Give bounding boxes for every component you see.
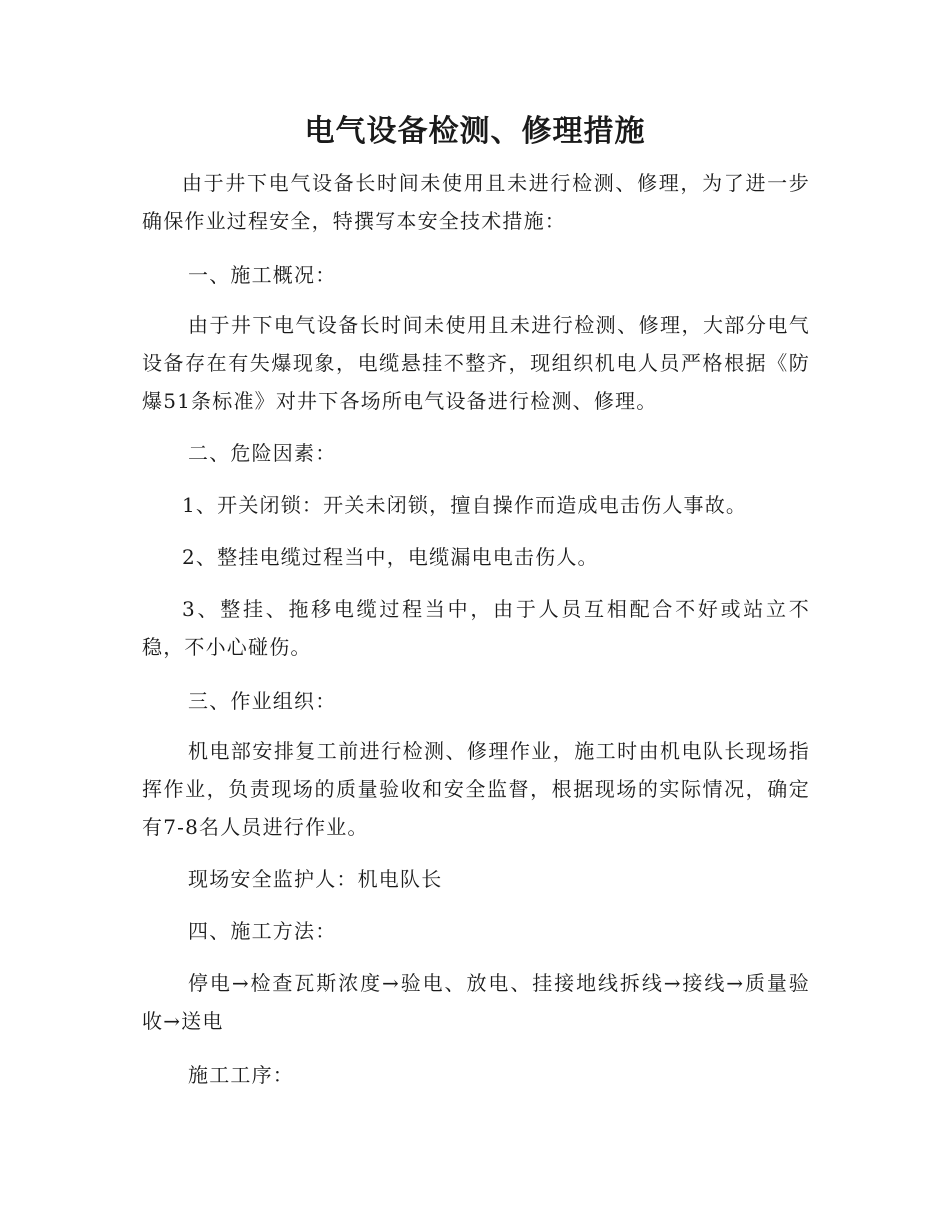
hazard-item-1: 1、开关闭锁：开关未闭锁，擅自操作而造成电击伤人事故。 <box>182 493 748 517</box>
section-heading-work-organization: 三、作业组织： <box>188 689 337 713</box>
section-heading-construction-overview: 一、施工概况： <box>188 263 337 287</box>
safety-supervisor-line: 现场安全监护人：机电队长 <box>188 867 443 891</box>
hazard-item-3: 3、整挂、拖移电缆过程当中，由于人员互相配合不好或站立不稳，不小心碰伤。 <box>142 597 810 659</box>
work-organization-paragraph: 机电部安排复工前进行检测、修理作业，施工时由机电队长现场指挥作业，负责现场的质量验收和安全监督，根据现场的实际情况，确定有7-8名人员进行作业。 <box>142 739 810 839</box>
intro-paragraph: 由于井下电气设备长时间未使用且未进行检测、修理，为了进一步确保作业过程安全，特撰写本安全技术措施： <box>142 171 810 233</box>
hazard-item-2: 2、整挂电缆过程当中，电缆漏电电击伤人。 <box>182 545 599 569</box>
construction-procedure-heading: 施工工序： <box>188 1063 294 1087</box>
section-heading-hazards: 二、危险因素： <box>188 441 337 465</box>
construction-method-steps: 停电→检查瓦斯浓度→验电、放电、挂接地线拆线→接线→质量验收→送电 <box>142 971 810 1033</box>
construction-overview-paragraph: 由于井下电气设备长时间未使用且未进行检测、修理，大部分电气设备存在有失爆现象，电缆悬挂不整齐，现组织机电人员严格根据《防爆51条标准》对井下各场所电气设备进行检测、修理。 <box>142 313 810 413</box>
section-heading-construction-method: 四、施工方法： <box>188 919 337 943</box>
document-title: 电气设备检测、修理措施 <box>304 114 646 149</box>
